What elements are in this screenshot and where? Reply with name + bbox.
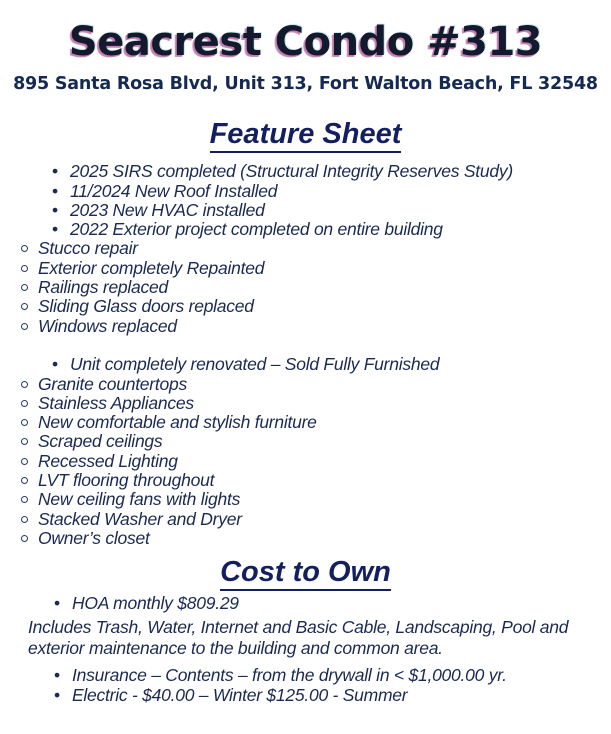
list-item (0, 220, 611, 239)
list-item (0, 355, 611, 374)
list-item-label: Unit completely renovated – Sold Fully Furnished (70, 354, 440, 375)
filled-bullet-icon: • (54, 665, 60, 686)
list-item-label: 2023 New HVAC installed (70, 199, 265, 220)
list-spacer (0, 336, 611, 355)
hollow-bullet-icon (21, 535, 28, 542)
list-item (0, 259, 611, 278)
list-item (0, 529, 611, 548)
list-item (0, 666, 611, 685)
hollow-bullet-icon (21, 496, 28, 503)
filled-bullet-icon: • (52, 161, 58, 182)
hoa-monthly-label: HOA monthly $809.29 (72, 593, 239, 614)
hoa-includes-paragraph: Includes Trash, Water, Internet and Basic Cable, Landscaping, Pool and exterior maintenance to the building and common area. (28, 617, 569, 659)
list-item (0, 686, 611, 705)
list-item-label: Stucco repair (38, 238, 138, 259)
list-item (0, 452, 611, 471)
list-item (0, 162, 611, 181)
hollow-bullet-icon (21, 438, 28, 445)
exterior-project-sublist (0, 239, 611, 335)
hollow-bullet-icon (21, 265, 28, 272)
cost-other-container (0, 659, 611, 705)
list-item (0, 278, 611, 297)
hoa-list (0, 594, 611, 613)
list-item (0, 413, 611, 432)
filled-bullet-icon: • (52, 199, 58, 220)
list-item-label: Exterior completely Repainted (38, 257, 265, 278)
list-item-label: New comfortable and stylish furniture (38, 412, 317, 433)
page-title: Seacrest Condo #313 (68, 19, 543, 65)
cost-hoa-container (0, 589, 611, 613)
list-item (0, 471, 611, 490)
property-address: 895 Santa Rosa Blvd, Unit 313, Fort Walton Beach, FL 32548 (13, 74, 598, 94)
hollow-bullet-icon (21, 400, 28, 407)
hollow-bullet-icon (21, 419, 28, 426)
list-item-label: Scraped ceilings (38, 431, 163, 452)
feature-sheet-heading-text: Feature Sheet (210, 118, 402, 153)
hollow-bullet-icon (21, 245, 28, 252)
section-heading-feature-sheet (0, 94, 611, 151)
section-heading-cost-to-own (0, 548, 611, 589)
list-item (0, 239, 611, 258)
list-item (0, 594, 611, 613)
feature-top-level-list (0, 162, 611, 239)
list-item (0, 490, 611, 509)
hollow-bullet-icon (21, 284, 28, 291)
filled-bullet-icon: • (52, 354, 58, 375)
list-item-label: Sliding Glass doors replaced (38, 296, 254, 317)
list-item (0, 394, 611, 413)
list-item-label: 11/2024 New Roof Installed (70, 180, 278, 201)
list-item-label: 2022 Exterior project completed on entire building (70, 219, 443, 240)
hollow-bullet-icon (21, 381, 28, 388)
renovation-top-level-list (0, 355, 611, 374)
list-item-label: Railings replaced (38, 277, 168, 298)
cost-to-own-heading-text: Cost to Own (220, 556, 391, 591)
feature-list-container (0, 151, 611, 548)
list-item-label: New ceiling fans with lights (38, 489, 241, 510)
list-item (0, 317, 611, 336)
renovation-sublist (0, 375, 611, 549)
list-item (0, 297, 611, 316)
other-costs-list (0, 666, 611, 705)
list-item-label: 2025 SIRS completed (Structural Integrity Reserves Study) (70, 161, 513, 182)
list-item-label: Granite countertops (38, 373, 187, 394)
filled-bullet-icon: • (54, 684, 60, 705)
list-item (0, 510, 611, 529)
insurance-cost-label: Insurance – Contents – from the drywall in < $1,000.00 yr. (72, 665, 507, 686)
list-item-label: Owner’s closet (38, 527, 150, 548)
hollow-bullet-icon (21, 477, 28, 484)
hollow-bullet-icon (21, 458, 28, 465)
electric-cost-label: Electric - $40.00 – Winter $125.00 - Summer (72, 684, 408, 705)
hollow-bullet-icon (21, 303, 28, 310)
filled-bullet-icon: • (52, 180, 58, 201)
list-item-label: Recessed Lighting (38, 450, 178, 471)
list-item (0, 432, 611, 451)
hollow-bullet-icon (21, 516, 28, 523)
filled-bullet-icon: • (52, 219, 58, 240)
filled-bullet-icon: • (54, 593, 60, 614)
hollow-bullet-icon (21, 323, 28, 330)
list-item (0, 201, 611, 220)
list-item (0, 375, 611, 394)
list-item-label: LVT flooring throughout (38, 470, 215, 490)
list-item-label: Windows replaced (38, 315, 177, 336)
list-item-label: Stacked Washer and Dryer (38, 508, 242, 529)
list-item (0, 182, 611, 201)
list-item-label: Stainless Appliances (38, 392, 194, 413)
